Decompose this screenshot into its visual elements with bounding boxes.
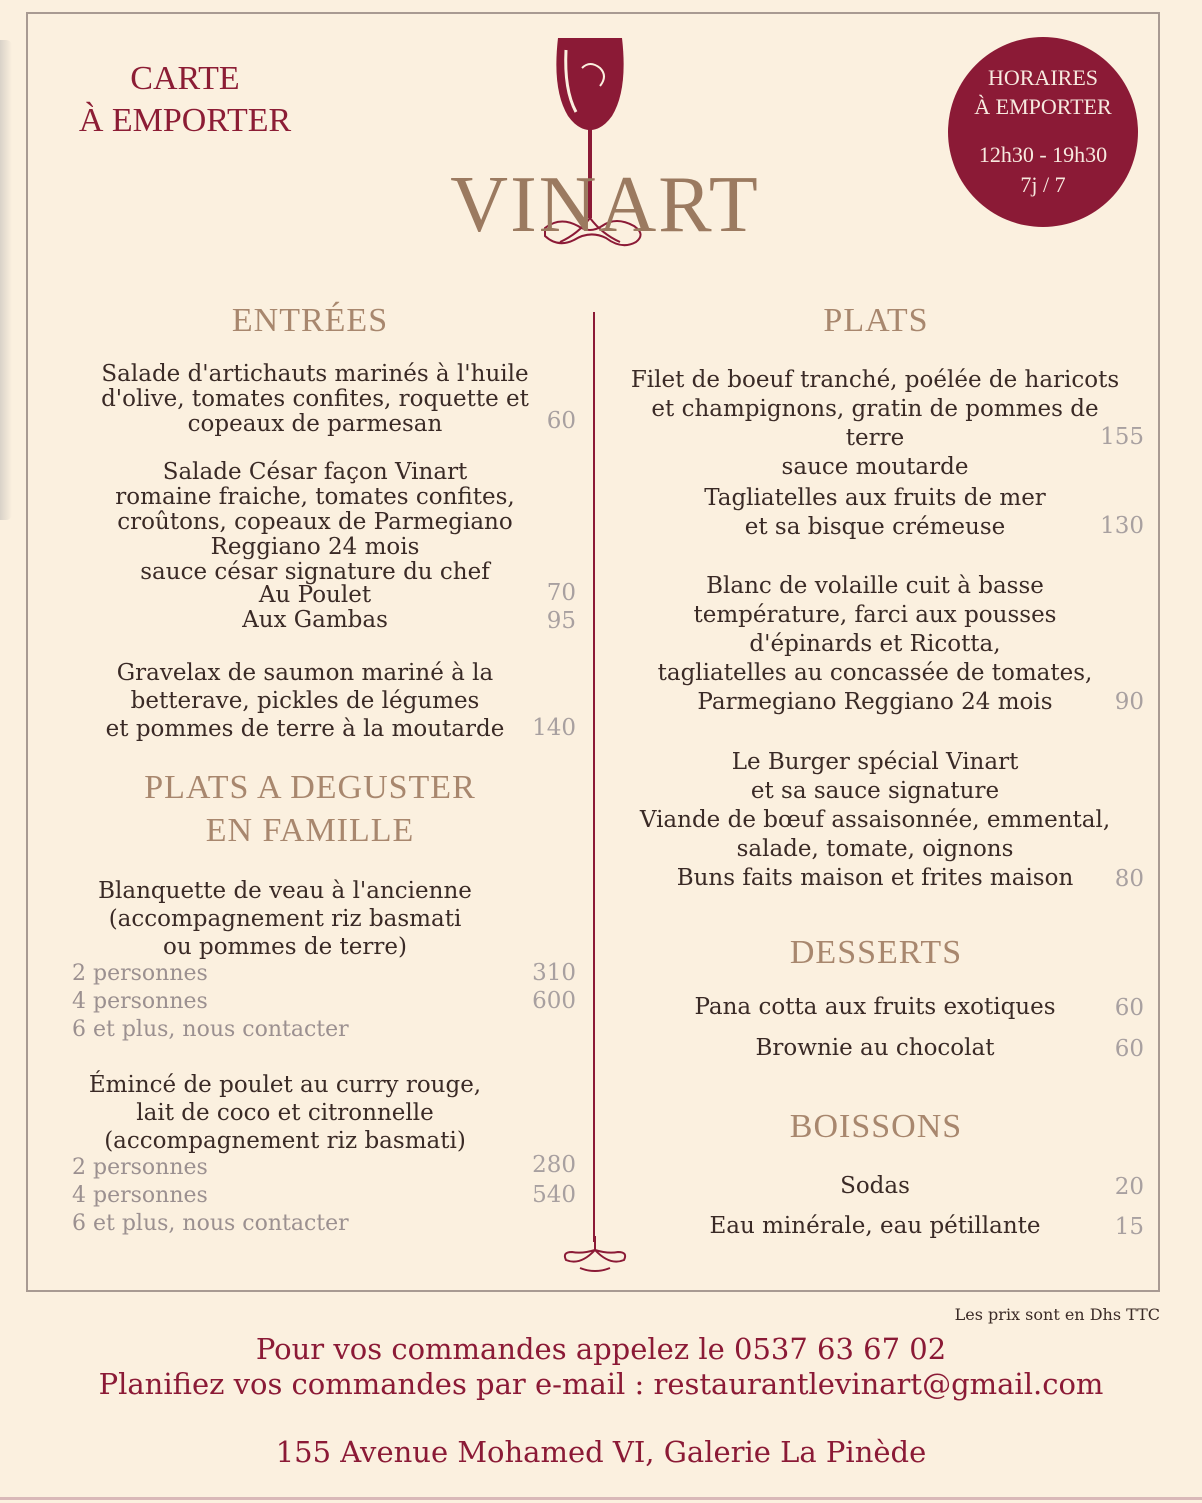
item-line: Émincé de poulet au curry rouge, — [88, 1072, 482, 1098]
item-price: 95 — [546, 608, 576, 634]
item-line: sauce césar signature du chef — [140, 559, 490, 585]
badge-hours: 12h30 - 19h30 — [978, 142, 1108, 167]
carte-line-1: CARTE — [130, 60, 240, 97]
portion-label: 6 et plus, nous contacter — [72, 1017, 349, 1042]
item-price: 90 — [1114, 689, 1144, 715]
portion-label: 2 personnes — [72, 961, 208, 986]
boisson-item: Eau minérale, eau pétillante — [709, 1213, 1041, 1239]
plat-item-volaille — [620, 572, 1130, 717]
famille-heading-line-1: PLATS A DEGUSTER — [144, 769, 476, 806]
plats-heading: PLATS — [823, 302, 929, 339]
item-line: romaine fraiche, tomates confites, — [115, 484, 515, 510]
item-line: Gravelax de saumon mariné à la — [116, 660, 494, 686]
item-line: Le Burger spécial Vinart — [731, 749, 1019, 775]
entree-variant-gambas: Aux Gambas — [242, 607, 388, 633]
item-line: Filet de boeuf tranché, poélée de haricots — [630, 367, 1120, 393]
entree-item-gravelax — [60, 659, 550, 743]
bottom-border — [0, 1497, 1202, 1500]
item-line: Reggiano 24 mois — [210, 534, 420, 560]
item-line: Salade d'artichauts marinés à l'huile — [101, 361, 529, 387]
plat-item-burger — [620, 748, 1130, 893]
dessert-item: Pana cotta aux fruits exotiques — [694, 994, 1056, 1020]
portion-label: 4 personnes — [72, 1183, 208, 1208]
carte-line-2: À EMPORTER — [78, 102, 292, 139]
portion-price: 600 — [532, 988, 576, 1014]
item-line: ou pommes de terre) — [163, 934, 407, 960]
portion-label: 6 et plus, nous contacter — [72, 1211, 349, 1236]
item-line: (accompagnement riz basmati — [108, 906, 462, 932]
portion-price: 540 — [532, 1182, 576, 1208]
item-line: lait de coco et citronnelle — [136, 1100, 434, 1126]
item-line: (accompagnement riz basmati) — [104, 1128, 466, 1154]
boisson-item: Sodas — [840, 1173, 910, 1199]
page-shadow-edge — [0, 40, 12, 520]
column-divider — [593, 312, 595, 1242]
item-line: salade, tomate, oignons — [736, 836, 1014, 862]
logo-wordmark: VINART — [450, 161, 760, 249]
item-line: croûtons, copeaux de Parmegiano — [117, 509, 513, 535]
portion-label: 4 personnes — [72, 989, 208, 1014]
item-line: et pommes de terre à la moutarde — [105, 716, 505, 742]
entrees-heading: ENTRÉES — [231, 302, 389, 339]
item-price: 155 — [1100, 424, 1144, 450]
item-line: d'olive, tomates confites, roquette et — [101, 386, 529, 412]
famille-heading-line-2: EN FAMILLE — [205, 812, 415, 849]
item-price: 20 — [1114, 1174, 1144, 1200]
badge-line-1: HORAIRES — [987, 65, 1098, 90]
price-note: Les prix sont en Dhs TTC — [954, 1305, 1160, 1324]
item-price: 15 — [1114, 1214, 1144, 1240]
badge-days: 7j / 7 — [1020, 172, 1066, 197]
item-line: sauce moutarde — [781, 454, 969, 480]
item-price: 140 — [532, 715, 576, 741]
phone-line: Pour vos commandes appelez le 0537 63 67 02 — [255, 1332, 947, 1366]
plat-item-filet — [620, 366, 1130, 482]
vinart-logo — [450, 30, 760, 280]
entree-item-cesar — [70, 460, 560, 585]
item-price: 60 — [546, 408, 576, 434]
item-line: Parmegiano Reggiano 24 mois — [697, 689, 1053, 715]
item-line: Buns faits maison et frites maison — [676, 865, 1074, 891]
divider-flourish-icon — [560, 1236, 630, 1276]
famille-item-emince — [60, 1071, 510, 1155]
item-line: Viande de bœuf assaisonnée, emmental, — [639, 807, 1111, 833]
item-price: 70 — [546, 580, 576, 606]
hours-badge — [948, 37, 1138, 227]
item-line: et champignons, gratin de pommes de terre — [651, 396, 1099, 451]
portion-price: 280 — [532, 1152, 576, 1178]
dessert-item: Brownie au chocolat — [755, 1035, 995, 1061]
item-line: Blanc de volaille cuit à basse — [706, 573, 1044, 599]
item-line: d'épinards et Ricotta, — [749, 631, 1001, 657]
item-line: betterave, pickles de légumes — [130, 688, 480, 714]
item-line: Blanquette de veau à l'ancienne — [98, 878, 472, 904]
address-line: 155 Avenue Mohamed VI, Galerie La Pinède — [275, 1435, 927, 1469]
entree-variant-poulet: Au Poulet — [258, 582, 372, 608]
item-price: 130 — [1100, 513, 1144, 539]
famille-heading — [90, 766, 530, 852]
portion-price: 310 — [532, 960, 576, 986]
item-line: copeaux de parmesan — [187, 411, 443, 437]
entree-item-artichauts — [70, 362, 560, 437]
item-line: et sa bisque crémeuse — [744, 514, 1006, 540]
item-line: température, farci aux pousses — [693, 602, 1057, 628]
item-price: 80 — [1114, 866, 1144, 892]
badge-line-2: À EMPORTER — [974, 94, 1112, 119]
boissons-heading: BOISSONS — [789, 1108, 963, 1145]
desserts-heading: DESSERTS — [789, 934, 963, 971]
email-line: Planifiez vos commandes par e-mail : restaurantlevinart@gmail.com — [98, 1367, 1104, 1401]
item-line: Salade César façon Vinart — [162, 459, 468, 485]
portion-label: 2 personnes — [72, 1155, 208, 1180]
item-price: 60 — [1114, 1036, 1144, 1062]
famille-item-blanquette — [60, 877, 510, 961]
plat-item-tagliatelles — [620, 484, 1130, 542]
carte-title — [60, 58, 310, 142]
item-line: Tagliatelles aux fruits de mer — [704, 485, 1046, 511]
item-price: 60 — [1114, 995, 1144, 1021]
item-line: et sa sauce signature — [750, 778, 1000, 804]
item-line: tagliatelles au concassée de tomates, — [657, 660, 1093, 686]
